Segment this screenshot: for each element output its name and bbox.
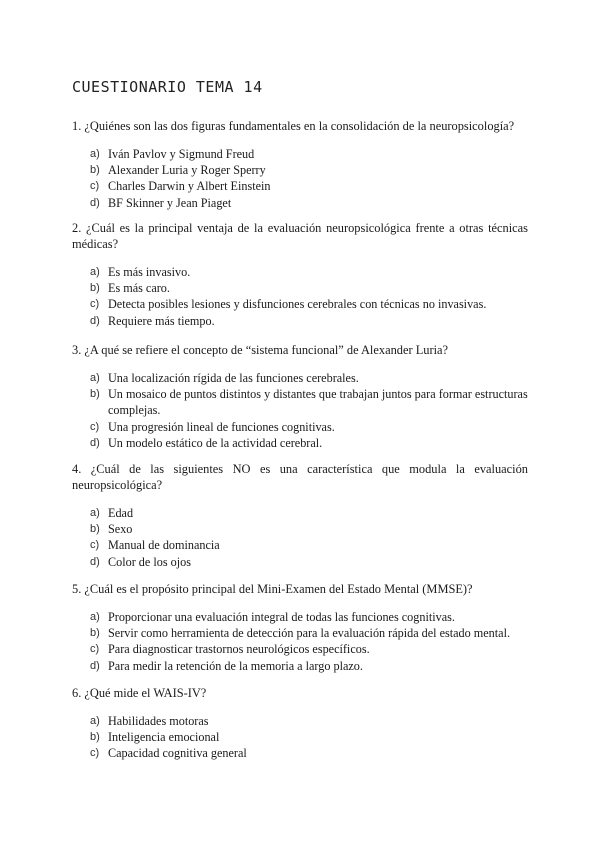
option-text: Inteligencia emocional [108,730,220,745]
option-text: Alexander Luria y Roger Sperry [108,163,266,178]
option-letter: c) [90,180,100,193]
question-text: 6. ¿Qué mide el WAIS-IV? [72,686,207,700]
option-d [72,658,528,674]
option-letter: c) [90,420,100,433]
option-text: BF Skinner y Jean Piaget [108,195,232,210]
option-text: Una localización rígida de las funciones cerebrales. [108,371,359,385]
option-text: Una progresión lineal de funciones cognitivas. [108,419,335,434]
question-text: 3. ¿A qué se refiere el concepto de “sistema funcional” de Alexander Luria? [72,343,449,357]
option-list [72,264,528,329]
option-letter: c) [90,747,100,760]
option-a [72,370,528,386]
option-letter: b) [90,388,100,401]
option-list [72,505,528,570]
option-text: Es más invasivo. [108,265,191,279]
option-text: Un mosaico de puntos distintos y distantes que trabajan juntos para formar estructuras complejas. [108,387,528,418]
option-text: Manual de dominancia [108,538,220,553]
option-letter: d) [90,196,100,209]
option-letter: b) [90,523,100,536]
option-text: Color de los ojos [108,554,191,569]
option-list [72,609,528,674]
option-b [72,729,528,745]
option-list [72,370,528,451]
option-letter: b) [90,282,100,295]
option-letter: a) [90,507,100,519]
option-letter: c) [90,539,100,552]
option-a [72,264,528,280]
option-c [72,419,528,435]
option-letter: a) [90,715,100,727]
option-text: Para medir la retención de la memoria a largo plazo. [108,658,363,673]
option-text: Edad [108,506,134,520]
option-letter: d) [90,659,100,672]
option-text: Para diagnosticar trastornos neurológicos específicos. [108,642,370,657]
question-6 [72,685,528,762]
option-c [72,178,528,194]
option-text: Iván Pavlov y Sigmund Freud [108,147,255,161]
option-b [72,521,528,537]
option-text: Proporcionar una evaluación integral de todas las funciones cognitivas. [108,610,455,624]
option-text: Servir como herramienta de detección para la evaluación rápida del estado mental. [108,626,511,641]
option-text: Habilidades motoras [108,714,209,728]
option-letter: d) [90,436,100,449]
option-letter: c) [90,643,100,656]
question-text: 4. ¿Cuál de las siguientes NO es una característica que modula la evaluación neuropsicológica? [72,462,528,492]
option-a [72,505,528,521]
option-text: Capacidad cognitiva general [108,746,247,761]
option-letter: a) [90,611,100,623]
option-letter: d) [90,314,100,327]
option-d [72,435,528,451]
option-text: Detecta posibles lesiones y disfunciones cerebrales con técnicas no invasivas. [108,297,487,312]
option-letter: a) [90,372,100,384]
option-a [72,609,528,625]
option-b [72,386,528,418]
option-d [72,554,528,570]
question-text: 1. ¿Quiénes son las dos figuras fundamentales en la consolidación de la neuropsicología? [72,119,515,133]
option-text: Sexo [108,522,133,537]
option-d [72,313,528,329]
option-a [72,146,528,162]
option-letter: b) [90,627,100,640]
page-title: CUESTIONARIO TEMA 14 [72,78,263,96]
option-letter: b) [90,731,100,744]
option-c [72,641,528,657]
option-text: Charles Darwin y Albert Einstein [108,179,271,194]
option-letter: a) [90,148,100,160]
option-a [72,713,528,729]
question-text: 5. ¿Cuál es el propósito principal del Mini-Examen del Estado Mental (MMSE)? [72,582,473,596]
question-1 [72,118,528,211]
option-c [72,745,528,761]
option-letter: d) [90,555,100,568]
question-3 [72,342,528,451]
option-text: Es más caro. [108,281,170,296]
option-b [72,162,528,178]
option-text: Requiere más tiempo. [108,313,215,328]
option-letter: c) [90,298,100,311]
option-d [72,195,528,211]
option-c [72,537,528,553]
question-text: 2. ¿Cuál es la principal ventaja de la evaluación neuropsicológica frente a otras técnicas médicas? [72,221,528,251]
question-2 [72,220,528,329]
question-5 [72,581,528,674]
option-c [72,296,528,312]
option-list [72,713,528,762]
option-text: Un modelo estático de la actividad cerebral. [108,435,323,450]
question-4 [72,461,528,570]
option-letter: a) [90,266,100,278]
option-b [72,280,528,296]
option-letter: b) [90,164,100,177]
option-list [72,146,528,211]
option-b [72,625,528,641]
